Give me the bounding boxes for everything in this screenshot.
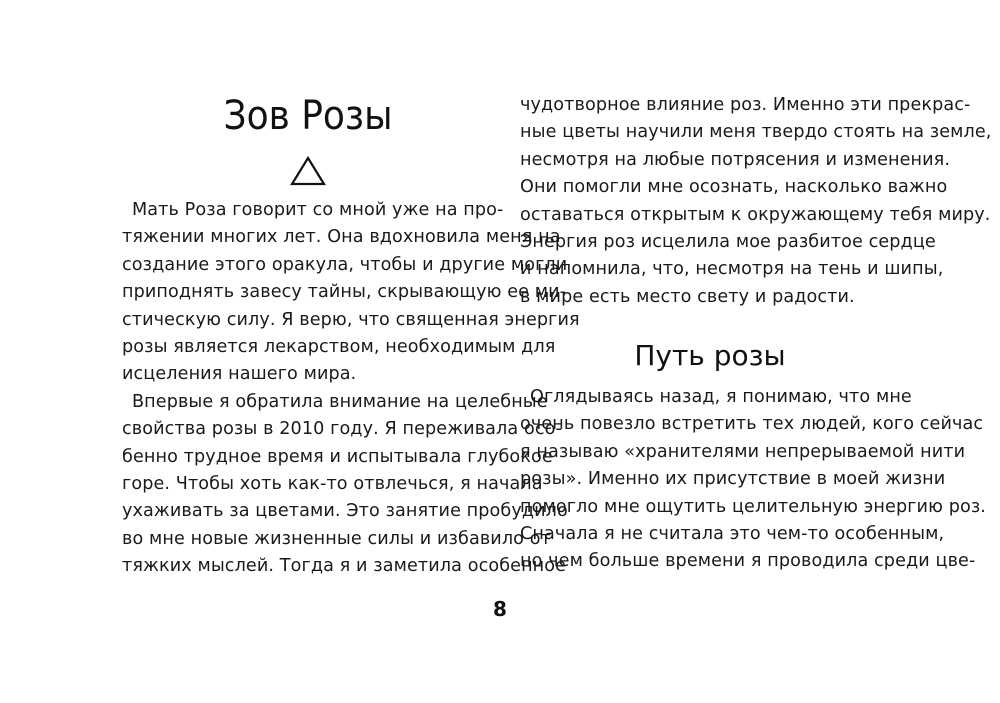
page-number: 8	[493, 597, 507, 621]
text-line: во мне новые жизненные силы и избавило от	[122, 528, 551, 549]
text-line: создание этого оракула, чтобы и другие могли	[122, 254, 568, 275]
right-continuation-text	[520, 92, 992, 311]
text-line: стическую силу. Я верю, что священная энергия	[122, 309, 580, 330]
text-line: свойства розы в 2010 году. Я переживала осо-	[122, 419, 562, 440]
text-line: Мать Роза говорит со мной уже на про-	[132, 200, 504, 220]
text-line: Оглядываясь назад, я понимаю, что мне	[530, 387, 912, 407]
text-line: приподнять завесу тайны, скрывающую ее ми-	[122, 282, 567, 303]
triangle-outline-icon	[290, 156, 326, 186]
text-line: горе. Чтобы хоть как-то отвлечься, я начала	[122, 473, 543, 494]
text-line: чудотворное влияние роз. Именно эти прекрас-	[520, 95, 971, 115]
text-line: несмотря на любые потрясения и изменения.	[520, 149, 951, 170]
text-line: очень повезло встретить тех людей, кого сейчас	[520, 414, 984, 435]
text-line: оставаться открытым к окружающему тебя миру.	[520, 204, 991, 225]
text-line: бенно трудное время и испытывала глубокое	[122, 446, 553, 467]
section-title: Путь розы	[634, 339, 786, 372]
triangle-ornament	[122, 156, 494, 190]
text-line: ухаживать за цветами. Это занятие пробудило	[122, 501, 568, 522]
text-line: розы». Именно их присутствие в моей жизни	[520, 469, 946, 490]
text-line: Сначала я не считала это чем-то особенным,	[520, 523, 945, 544]
text-line: но чем больше времени я проводила среди цве-	[520, 551, 976, 572]
text-line: Впервые я обратила внимание на целебные	[132, 391, 548, 412]
text-line: помогло мне ощутить целительную энергию роз.	[520, 496, 986, 517]
right-section-text	[520, 384, 986, 576]
left-body-text	[122, 197, 580, 580]
text-line: ные цветы научили меня твердо стоять на земле,	[520, 122, 992, 143]
text-line: Энергия роз исцелила мое разбитое сердце	[520, 231, 936, 252]
text-line: Они помогли мне осознать, насколько важно	[520, 177, 948, 198]
text-line: и напомнила, что, несмотря на тень и шипы,	[520, 259, 944, 280]
chapter-title: Зов Розы	[223, 93, 393, 139]
text-line: розы является лекарством, необходимым для	[122, 336, 556, 357]
text-line: я называю «хранителями непрерываемой нити	[520, 441, 966, 462]
text-line: исцеления нашего мира.	[122, 364, 357, 385]
text-line: в мире есть место свету и радости.	[520, 286, 855, 307]
text-line: тяжких мыслей. Тогда я и заметила особенное	[122, 556, 567, 577]
text-line: тяжении многих лет. Она вдохновила меня на	[122, 227, 561, 248]
